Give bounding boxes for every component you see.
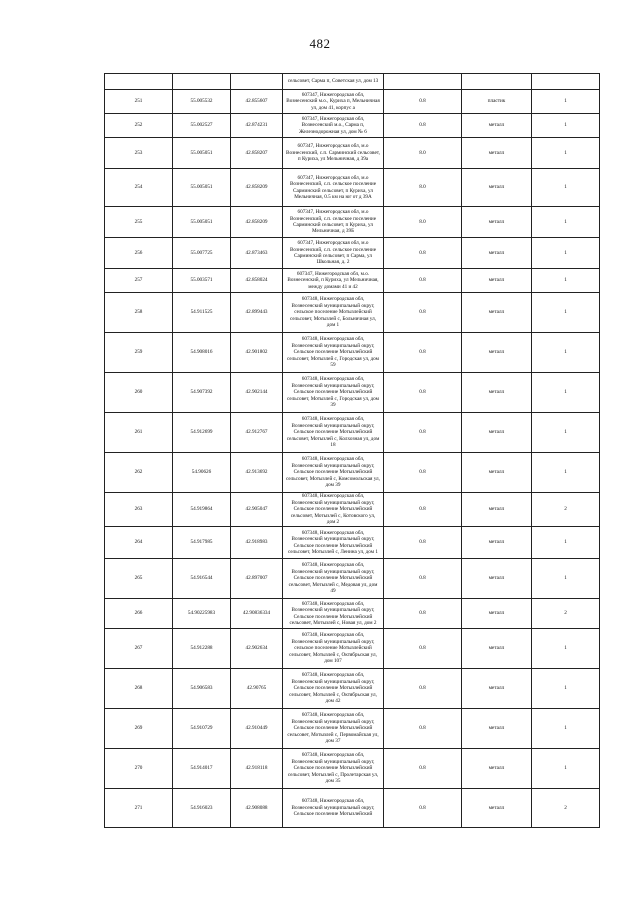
latitude-cell: 55.005532 (173, 90, 231, 114)
volume-cell: 0.8 (384, 749, 462, 789)
material-cell: металл (462, 138, 532, 169)
volume-cell: 0.8 (384, 669, 462, 709)
table-row (105, 138, 600, 169)
longitude-cell: 42.910449 (231, 709, 283, 749)
count-cell: 1 (532, 114, 600, 138)
count-cell: 1 (532, 669, 600, 709)
material-cell: металл (462, 269, 532, 293)
latitude-cell: 54.908016 (173, 333, 231, 373)
address-cell: 607347, Нижегородская обл, Вознесенский м.о., Куриха п, Мельничная ул, дом 41, корпус а (283, 90, 384, 114)
address-cell: сельсовет, Сарма п, Советская ул, дом 13 (283, 74, 384, 90)
latitude-cell: 54.917985 (173, 527, 231, 559)
row-number-cell: 256 (105, 238, 173, 269)
material-cell: металл (462, 559, 532, 599)
row-number-cell: 255 (105, 207, 173, 238)
count-cell: 2 (532, 599, 600, 629)
row-number-cell: 260 (105, 373, 173, 413)
address-cell: 607348, Нижегородская обл, Вознесенский муниципальный округ, Сельское поселение Мотызлейский сельсовет, Мотызлей с, Комсомольская ул, дом 39 (283, 453, 384, 493)
table-row (105, 709, 600, 749)
row-number-cell (105, 74, 173, 90)
volume-cell: 0.8 (384, 333, 462, 373)
latitude-cell: 54.919864 (173, 493, 231, 527)
latitude-cell: 54.906583 (173, 669, 231, 709)
latitude-cell: 54.910729 (173, 709, 231, 749)
count-cell: 1 (532, 207, 600, 238)
material-cell: металл (462, 207, 532, 238)
latitude-cell: 54.90225983 (173, 599, 231, 629)
longitude-cell: 42.858024 (231, 269, 283, 293)
row-number-cell: 251 (105, 90, 173, 114)
table-row (105, 789, 600, 828)
row-number-cell: 267 (105, 629, 173, 669)
volume-cell: 0.8 (384, 373, 462, 413)
address-cell: 607348, Нижегородская обл, Вознесенский муниципальный округ, Сельское поселение Мотызлейский сельсовет, Мотызлей с, Городская ул, дом 39 (283, 373, 384, 413)
material-cell: металл (462, 527, 532, 559)
address-cell: 607348, Нижегородская обл, Вознесенский муниципальный округ, Сельское поселение Мотызлейский (283, 789, 384, 828)
address-cell: 607348, Нижегородская обл, Вознесенский муниципальный округ, Сельское поселение Мотызлейский сельсовет, Мотызлей с, Первомайская ул, дом 37 (283, 709, 384, 749)
longitude-cell: 42.902144 (231, 373, 283, 413)
latitude-cell: 54.912288 (173, 629, 231, 669)
count-cell: 1 (532, 293, 600, 333)
row-number-cell: 254 (105, 169, 173, 207)
material-cell: металл (462, 333, 532, 373)
table-row (105, 114, 600, 138)
volume-cell: 8.0 (384, 207, 462, 238)
count-cell: 1 (532, 238, 600, 269)
table-row (105, 559, 600, 599)
volume-cell: 0.8 (384, 493, 462, 527)
material-cell: металл (462, 709, 532, 749)
address-cell: 607347, Нижегородская обл, м.о Вознесенский, с.п. сельское поселение Сарминский сельсовет, п Куриха, ул Мельничная, д 39Б (283, 207, 384, 238)
table-row (105, 333, 600, 373)
material-cell: металл (462, 749, 532, 789)
address-cell: 607348, Нижегородская обл, Вознесенский муниципальный округ, сельское поселение Мотызлейский сельсовет, Мотызлей с, Больничная ул, дом 1 (283, 293, 384, 333)
count-cell: 1 (532, 413, 600, 453)
address-cell: 607348, Нижегородская обл, Вознесенский муниципальный округ, Сельское поселение Мотызлейский сельсовет, Мотызлей с, Колхозная ул, дом 18 (283, 413, 384, 453)
count-cell: 1 (532, 453, 600, 493)
address-cell: 607348, Нижегородская обл, Вознесенский муниципальный округ, Сельское поселение Мотызлейский сельсовет, Мотызлей с, Медовая ул, дом 49 (283, 559, 384, 599)
longitude-cell: 42.918118 (231, 749, 283, 789)
count-cell: 2 (532, 493, 600, 527)
volume-cell: 0.8 (384, 114, 462, 138)
row-number-cell: 270 (105, 749, 173, 789)
longitude-cell (231, 74, 283, 90)
row-number-cell: 262 (105, 453, 173, 493)
address-cell: 607347, Нижегородская обл, м.о Вознесенский, с.п. Сарминский сельсовет, п Куриха, ул Мельничная, д 39а (283, 138, 384, 169)
volume-cell: 0.8 (384, 527, 462, 559)
table-row (105, 493, 600, 527)
longitude-cell: 42.913692 (231, 453, 283, 493)
longitude-cell: 42.905047 (231, 493, 283, 527)
table-row (105, 599, 600, 629)
count-cell: 1 (532, 138, 600, 169)
row-number-cell: 261 (105, 413, 173, 453)
volume-cell: 0.8 (384, 709, 462, 749)
latitude-cell: 54.90626 (173, 453, 231, 493)
container-sites-table (104, 73, 600, 828)
row-number-cell: 258 (105, 293, 173, 333)
volume-cell: 0.8 (384, 629, 462, 669)
table-row (105, 238, 600, 269)
table-row (105, 269, 600, 293)
count-cell: 1 (532, 527, 600, 559)
longitude-cell: 42.912767 (231, 413, 283, 453)
table-row (105, 90, 600, 114)
address-cell: 607348, Нижегородская обл, Вознесенский муниципальный округ, Сельское поселение Мотызлейский сельсовет, Мотызлей с, Новая ул, дом 2 (283, 599, 384, 629)
table-row (105, 629, 600, 669)
address-cell: 607348, Нижегородская обл, Вознесенский муниципальный округ, Сельское поселение Мотызлейский сельсовет, Мотызлей с, Октябрьская ул, дом 42 (283, 669, 384, 709)
latitude-cell (173, 74, 231, 90)
row-number-cell: 264 (105, 527, 173, 559)
material-cell: металл (462, 599, 532, 629)
address-cell: 607347, Нижегородская обл, м.о. Вознесенский, п Куриха, ул Мельничная, между домами 41 и 42 (283, 269, 384, 293)
row-number-cell: 268 (105, 669, 173, 709)
longitude-cell: 42.90765 (231, 669, 283, 709)
longitude-cell: 42.858207 (231, 138, 283, 169)
latitude-cell: 54.916023 (173, 789, 231, 828)
table-row (105, 749, 600, 789)
volume-cell (384, 74, 462, 90)
longitude-cell: 42.918983 (231, 527, 283, 559)
latitude-cell: 55.005051 (173, 169, 231, 207)
row-number-cell: 266 (105, 599, 173, 629)
table-row (105, 453, 600, 493)
longitude-cell: 42.858209 (231, 169, 283, 207)
latitude-cell: 54.912699 (173, 413, 231, 453)
row-number-cell: 253 (105, 138, 173, 169)
latitude-cell: 55.003571 (173, 269, 231, 293)
material-cell: металл (462, 114, 532, 138)
volume-cell: 0.8 (384, 293, 462, 333)
volume-cell: 0.8 (384, 559, 462, 599)
count-cell: 1 (532, 749, 600, 789)
longitude-cell: 42.855607 (231, 90, 283, 114)
address-cell: 607348, Нижегородская обл, Вознесенский муниципальный округ, сельское поселение Мотызлейский сельсовет, Мотызлей с, Октябрьская ул, дом 107 (283, 629, 384, 669)
longitude-cell: 42.874231 (231, 114, 283, 138)
material-cell: пластик (462, 90, 532, 114)
row-number-cell: 269 (105, 709, 173, 749)
address-cell: 607348, Нижегородская обл, Вознесенский муниципальный округ, Сельское поселение Мотызлейский сельсовет, Мотызлей с, Городская ул, дом 59 (283, 333, 384, 373)
volume-cell: 0.8 (384, 599, 462, 629)
longitude-cell: 42.90836334 (231, 599, 283, 629)
material-cell: металл (462, 373, 532, 413)
page-number: 482 (309, 36, 331, 51)
latitude-cell: 54.914017 (173, 749, 231, 789)
table-row (105, 169, 600, 207)
address-cell: 607348, Нижегородская обл, Вознесенский муниципальный округ, Сельское поселение Мотызлейский сельсовет, Мотызлей с, Котовского ул, дом 2 (283, 493, 384, 527)
address-cell: 607348, Нижегородская обл, Вознесенский муниципальный округ, Сельское поселение Мотызлейский сельсовет, Мотызлей с, Ленина ул, дом 1 (283, 527, 384, 559)
table-row (105, 669, 600, 709)
count-cell: 1 (532, 709, 600, 749)
address-cell: 607348, Нижегородская обл, Вознесенский муниципальный округ, Сельское поселение Мотызлейский сельсовет, Мотызлей с, Пролетарская ул, дом 35 (283, 749, 384, 789)
volume-cell: 0.8 (384, 789, 462, 828)
row-number-cell: 259 (105, 333, 173, 373)
table-row (105, 373, 600, 413)
count-cell: 1 (532, 169, 600, 207)
count-cell: 1 (532, 90, 600, 114)
volume-cell: 8.0 (384, 138, 462, 169)
volume-cell: 8.0 (384, 169, 462, 207)
volume-cell: 0.8 (384, 269, 462, 293)
count-cell: 1 (532, 333, 600, 373)
row-number-cell: 265 (105, 559, 173, 599)
count-cell: 1 (532, 559, 600, 599)
latitude-cell: 55.002527 (173, 114, 231, 138)
address-cell: 607347, Нижегородская обл, м.о Вознесенский, с.п. сельское поселение Сарминский сельсовет, п Куриха, ул Мельничная, 0.5 км на юг от д 39А (283, 169, 384, 207)
volume-cell: 0.8 (384, 453, 462, 493)
volume-cell: 0.8 (384, 90, 462, 114)
longitude-cell: 42.897007 (231, 559, 283, 599)
count-cell: 1 (532, 269, 600, 293)
volume-cell: 0.8 (384, 238, 462, 269)
address-cell: 607347, Нижегородская обл, Вознесенский м.о., Сарма п, Железнодорожная ул, дом № 6 (283, 114, 384, 138)
table-body (105, 74, 600, 828)
material-cell (462, 74, 532, 90)
material-cell: металл (462, 669, 532, 709)
row-number-cell: 271 (105, 789, 173, 828)
latitude-cell: 55.005051 (173, 138, 231, 169)
latitude-cell: 55.007725 (173, 238, 231, 269)
row-number-cell: 257 (105, 269, 173, 293)
latitude-cell: 54.907392 (173, 373, 231, 413)
latitude-cell: 54.916544 (173, 559, 231, 599)
address-cell: 607347, Нижегородская обл, м.о Вознесенский, с.п. сельское поселение Сарминский сельсовет, п Сарма, ул Школьная, д. 2 (283, 238, 384, 269)
row-number-cell: 252 (105, 114, 173, 138)
count-cell: 1 (532, 629, 600, 669)
longitude-cell: 42.899443 (231, 293, 283, 333)
count-cell: 1 (532, 373, 600, 413)
volume-cell: 0.8 (384, 413, 462, 453)
material-cell: металл (462, 238, 532, 269)
longitude-cell: 42.858209 (231, 207, 283, 238)
table-row (105, 527, 600, 559)
latitude-cell: 55.005051 (173, 207, 231, 238)
table-row (105, 74, 600, 90)
table-row (105, 413, 600, 453)
count-cell (532, 74, 600, 90)
material-cell: металл (462, 169, 532, 207)
longitude-cell: 42.908088 (231, 789, 283, 828)
longitude-cell: 42.901802 (231, 333, 283, 373)
material-cell: металл (462, 293, 532, 333)
row-number-cell: 263 (105, 493, 173, 527)
longitude-cell: 42.873463 (231, 238, 283, 269)
latitude-cell: 54.911525 (173, 293, 231, 333)
table-row (105, 293, 600, 333)
material-cell: металл (462, 493, 532, 527)
material-cell: металл (462, 789, 532, 828)
material-cell: металл (462, 629, 532, 669)
material-cell: металл (462, 453, 532, 493)
material-cell: металл (462, 413, 532, 453)
longitude-cell: 42.902634 (231, 629, 283, 669)
count-cell: 2 (532, 789, 600, 828)
table-row (105, 207, 600, 238)
